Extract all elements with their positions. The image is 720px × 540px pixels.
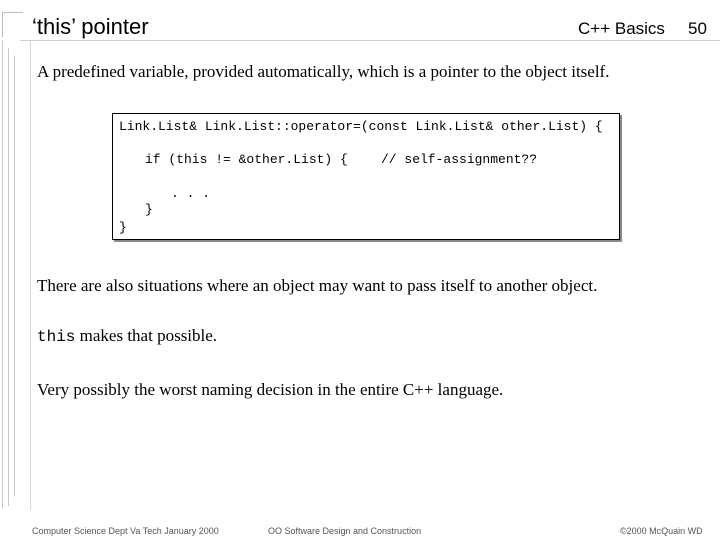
- code-line: }: [145, 202, 153, 217]
- code-line: . . .: [171, 186, 211, 201]
- footer-left: Computer Science Dept Va Tech January 2000: [32, 526, 219, 536]
- left-rule: [14, 56, 15, 496]
- footer-right: ©2000 McQuain WD: [620, 526, 703, 536]
- section-label: C++ Basics: [578, 19, 665, 38]
- paragraph: There are also situations where an object may want to pass itself to another object.: [37, 276, 598, 295]
- left-rule: [8, 48, 9, 506]
- title-underline: [20, 40, 720, 41]
- corner-decoration: [2, 12, 23, 37]
- slide-title: ‘this’ pointer: [32, 14, 149, 39]
- paragraph-text: makes that possible.: [75, 326, 218, 345]
- code-line: }: [119, 220, 127, 235]
- page-number: 50: [688, 19, 707, 38]
- code-comment: // self-assignment??: [381, 152, 538, 167]
- code-line: if (this != &other.List) {: [145, 152, 348, 167]
- paragraph: Very possibly the worst naming decision in the entire C++ language.: [37, 380, 504, 399]
- code-block: [112, 113, 620, 240]
- footer-center: OO Software Design and Construction: [268, 526, 422, 536]
- left-rule: [2, 40, 3, 508]
- paragraph: [37, 326, 217, 346]
- intro-text: A predefined variable, provided automatically, which is a pointer to the object itself.: [37, 62, 610, 81]
- inline-code: this: [37, 328, 76, 346]
- code-line: Link.List& Link.List::operator=(const Link.List& other.List) {: [119, 119, 603, 134]
- left-rule: [30, 40, 31, 510]
